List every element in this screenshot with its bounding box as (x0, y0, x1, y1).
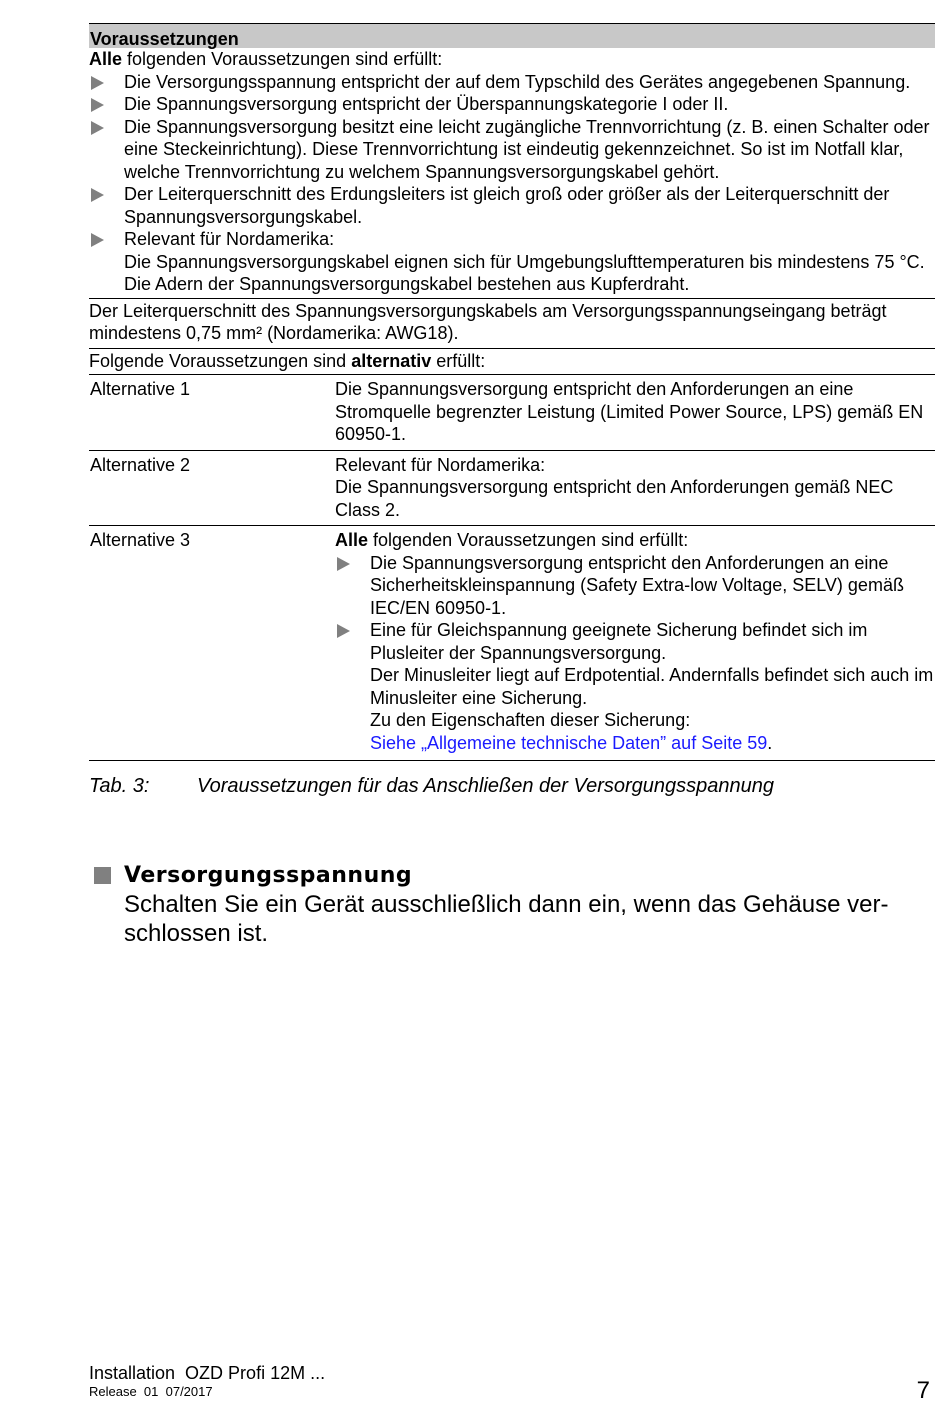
list-item: Die Versorgungsspannung entspricht der auf dem Typschild des Gerätes angegebenen Spannung. (89, 71, 935, 94)
prerequisites-intro (89, 48, 935, 71)
bullet-triangle-icon (91, 121, 104, 135)
alt-text (335, 529, 935, 754)
section-title: Versorgungsspannung (124, 863, 413, 888)
section-body: Schalten Sie ein Gerät ausschließlich dann ein, wenn das Gehäuse verschlossen ist. (124, 891, 889, 947)
list-item: Relevant für Nordamerika: Die Spannungsversorgungskabel eignen sich für Umgebungslufttemperaturen bis mindestens 75 °C. Die Adern der Spannungsversorgungskabel bestehen aus Kupferdraht. (89, 228, 935, 296)
alt-text: Relevant für Nordamerika: Die Spannungsversorgung entspricht den Anforderungen gemäß NEC Class 2. (335, 454, 894, 520)
intro-bold: Alle (89, 49, 123, 69)
north-america-cable-text: Die Spannungsversorgungskabel eignen sich für Umgebungslufttemperaturen bis mindestens 75 °C. Die Adern der Spannungsversorgungskabel bestehen aus Kupferdraht. (124, 251, 925, 294)
bullet-triangle-icon (337, 557, 350, 571)
list-item: Die Spannungsversorgung entspricht der Überspannungskategorie I oder II. (89, 93, 935, 116)
table-caption (89, 760, 935, 799)
bullet-triangle-icon (91, 188, 104, 202)
alt-label: Alternative 1 (90, 379, 191, 399)
page-number: 7 (916, 1377, 930, 1404)
alt3-intro: Alle folgenden Voraussetzungen sind erfüllt: (335, 530, 689, 550)
section-square-icon (94, 867, 111, 884)
alt-label: Alternative 3 (90, 530, 191, 550)
footer-release: Release 01 07/2017 (89, 1384, 213, 1399)
list-item: Der Leiterquerschnitt des Erdungsleiters ist gleich groß oder größer als der Leiterquerschnitt der Spannungsversorgungskabel. (89, 183, 935, 228)
bullet-triangle-icon (91, 98, 104, 112)
table-row (89, 525, 935, 754)
caption-number: Tab. 3: (89, 775, 150, 797)
footer (89, 1363, 325, 1401)
alt-label: Alternative 2 (90, 454, 191, 475)
alt-text: Die Spannungsversorgung entspricht den Anforderungen an eine Stromquelle begrenzter Leistung (Limited Power Source, LPS) gemäß EN 60950-1. (335, 379, 924, 444)
table-header: Voraussetzungen (89, 23, 935, 48)
caption-text: Voraussetzungen für das Anschließen der Versorgungsspannung (197, 775, 775, 797)
requirements-table (89, 23, 935, 799)
bullet-triangle-icon (91, 233, 104, 247)
alternatives-intro: Folgende Voraussetzungen sind alternativ erfüllt: (89, 350, 486, 371)
footer-doc-title: Installation OZD Profi 12M ... (89, 1363, 326, 1383)
section-versorgungsspannung (89, 862, 935, 948)
table-row (89, 374, 935, 446)
technical-data-link[interactable]: Siehe „Allgemeine technische Daten” auf Seite 59 (370, 732, 768, 753)
bullet-triangle-icon (91, 76, 104, 90)
cross-section-text: Der Leiterquerschnitt des Spannungsversorgungskabels am Versorgungsspannungseingang beträgt mindestens 0,75 mm² (Nordamerika: AWG18). (89, 300, 887, 343)
list-item: Eine für Gleichspannung geeignete Sicherung befindet sich im Plusleiter der Spannungsversorgung. Der Minusleiter liegt auf Erdpotential. Andernfalls befindet sich auch im Minusleiter eine Sicherung. Zu den Eigenschaften dieser Sicherung: Siehe „Allgemeine technische Daten” auf Seite 59. (335, 619, 935, 754)
intro-rest: folgenden Voraussetzungen sind erfüllt: (122, 49, 443, 69)
list-item: Die Spannungsversorgung entspricht den Anforderungen an eine Sicherheitskleinspannung (Safety Extra-low Voltage, SELV) gemäß IEC/EN 60950-1. (335, 552, 935, 620)
prerequisites-section (89, 48, 935, 296)
alternatives-intro-row (89, 348, 935, 373)
list-item: Die Spannungsversorgung besitzt eine leicht zugängliche Trennvorrichtung (z. B. einen Schalter oder eine Steckeinrichtung). Diese Trennvorrichtung ist eindeutig gekennzeichnet. So ist im Notfall klar, welche Trennvorrichtung zu welchem Spannungsversorgungskabel gehört. (89, 116, 935, 184)
table-row (89, 450, 935, 522)
cross-section-row (89, 298, 935, 345)
bullet-triangle-icon (337, 624, 350, 638)
alternativ-bold: alternativ (351, 350, 432, 371)
